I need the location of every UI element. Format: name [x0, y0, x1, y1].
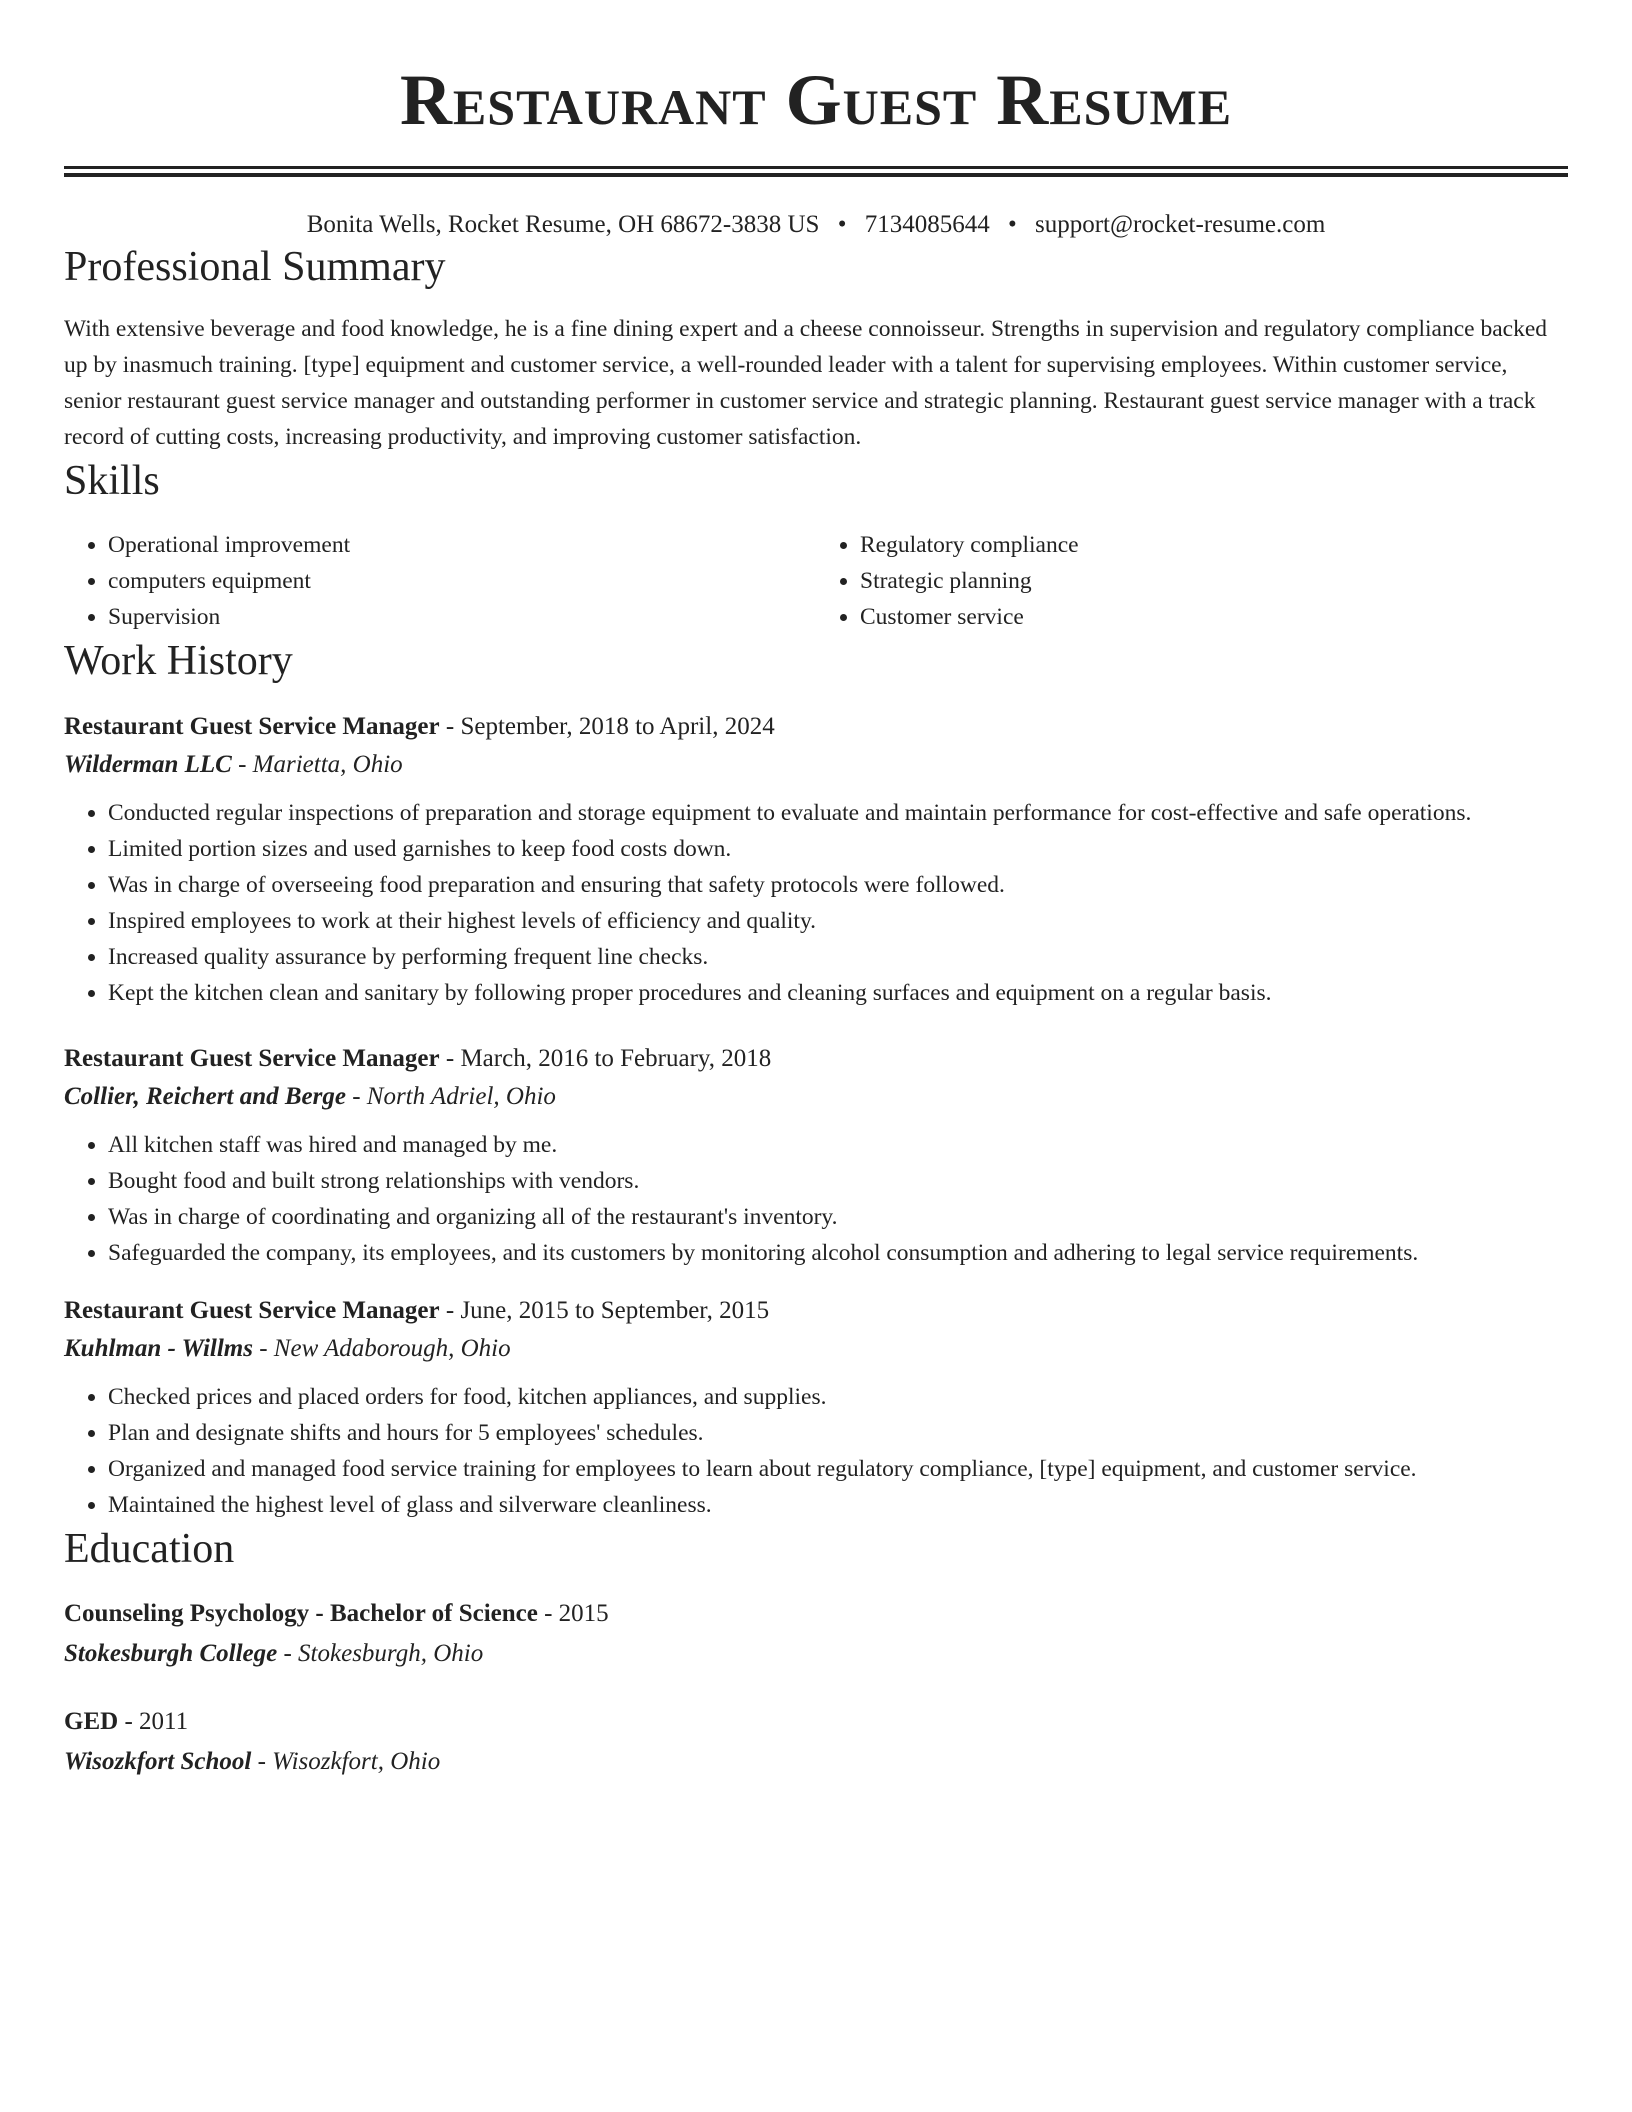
contact-separator: • [1007, 211, 1017, 238]
work-history-heading: Work History [64, 638, 293, 684]
job-bullet: • Kept the kitchen clean and sanitary by following proper procedures and cleaning surfaces and equipment on a regular basis. [108, 975, 1568, 1011]
job-title: Restaurant Guest Service Manager [64, 1045, 440, 1072]
skill-item: • computers equipment [108, 563, 816, 599]
education-title-line [64, 1595, 1568, 1633]
skill-item: • Strategic planning [860, 563, 1568, 599]
job-bullets [64, 795, 1568, 1011]
job-bullet: • Plan and designate shifts and hours for 5 employees' schedules. [108, 1415, 1568, 1451]
job-bullet: • Bought food and built strong relationships with vendors. [108, 1163, 1568, 1199]
education-school: Wisozkfort School [64, 1748, 252, 1775]
education-heading: Education [64, 1526, 235, 1572]
job-bullet: • Was in charge of overseeing food preparation and ensuring that safety protocols were followed. [108, 867, 1568, 903]
job-bullet: • Conducted regular inspections of preparation and storage equipment to evaluate and maintain performance for cost-effective and safe operations. [108, 795, 1568, 831]
contact-email: support@rocket-resume.com [1035, 211, 1326, 238]
education-degree: Counseling Psychology - Bachelor of Science [64, 1600, 538, 1627]
education-location: - Stokesburgh, Ohio [277, 1640, 484, 1667]
education-school-line [64, 1741, 1568, 1783]
job-dates: - September, 2018 to April, 2024 [439, 713, 775, 740]
job-location: - Marietta, Ohio [231, 751, 403, 778]
job-location: - North Adriel, Ohio [345, 1083, 556, 1110]
resume-title: Restaurant Guest Resume [399, 60, 1233, 140]
title-divider [64, 166, 1568, 169]
job-entry [64, 1041, 1568, 1271]
job-bullets [64, 1379, 1568, 1523]
job-bullet: • Organized and managed food service training for employees to learn about regulatory compliance, [type] equipment, and customer service. [108, 1451, 1568, 1487]
skills-column-left [64, 527, 816, 635]
job-company: Wilderman LLC [64, 751, 232, 778]
job-bullet: • Was in charge of coordinating and organizing all of the restaurant's inventory. [108, 1199, 1568, 1235]
job-title-line [64, 709, 1568, 745]
job-bullets [64, 1127, 1568, 1271]
contact-line [64, 209, 1568, 241]
job-bullet: • Safeguarded the company, its employees, and its customers by monitoring alcohol consumption and adhering to legal service requirements. [108, 1235, 1568, 1271]
job-company-line [64, 1329, 1568, 1369]
education-location: - Wisozkfort, Ohio [251, 1748, 441, 1775]
job-bullet: • Increased quality assurance by performing frequent line checks. [108, 939, 1568, 975]
job-company-line [64, 1077, 1568, 1117]
job-title: Restaurant Guest Service Manager [64, 713, 440, 740]
education-title-line [64, 1703, 1568, 1741]
skill-item: • Customer service [860, 599, 1568, 635]
contact-separator: • [837, 211, 847, 238]
education-school: Stokesburgh College [64, 1640, 278, 1667]
education-entry [64, 1703, 1568, 1783]
job-entry [64, 1293, 1568, 1523]
summary-text: With extensive beverage and food knowledge, he is a fine dining expert and a cheese connoisseur. Strengths in supervision and regulatory compliance backed up by inasmuch training. [type] equipment and customer service, a well-rounded leader with a talent for supervising employees. Within customer service, senior restaurant guest service manager and outstanding performer in customer service and strategic planning. Restaurant guest service manager with a track record of cutting costs, increasing productivity, and improving customer satisfaction. [64, 316, 1548, 450]
job-dates: - June, 2015 to September, 2015 [439, 1297, 770, 1324]
skill-item: • Regulatory compliance [860, 527, 1568, 563]
education-year: - 2015 [537, 1600, 609, 1627]
contact-phone: 7134085644 [864, 211, 990, 238]
skills-list [64, 527, 1568, 635]
skill-item: • Supervision [108, 599, 816, 635]
job-entry [64, 709, 1568, 1011]
job-title-line [64, 1293, 1568, 1329]
skills-column-right [816, 527, 1568, 635]
job-company: Kuhlman - Willms [64, 1335, 253, 1362]
job-title: Restaurant Guest Service Manager [64, 1297, 440, 1324]
job-dates: - March, 2016 to February, 2018 [439, 1045, 772, 1072]
summary-heading: Professional Summary [64, 244, 446, 290]
job-bullet: • Maintained the highest level of glass and silverware cleanliness. [108, 1487, 1568, 1523]
job-bullet: • Checked prices and placed orders for food, kitchen appliances, and supplies. [108, 1379, 1568, 1415]
job-bullet: • Limited portion sizes and used garnishes to keep food costs down. [108, 831, 1568, 867]
job-bullet: • All kitchen staff was hired and managed by me. [108, 1127, 1568, 1163]
education-school-line [64, 1633, 1568, 1675]
job-location: - New Adaborough, Ohio [252, 1335, 511, 1362]
job-company-line [64, 745, 1568, 785]
contact-address: Bonita Wells, Rocket Resume, OH 68672-3838 US [306, 211, 820, 238]
skill-item: • Operational improvement [108, 527, 816, 563]
job-title-line [64, 1041, 1568, 1077]
skills-heading: Skills [64, 458, 160, 504]
job-company: Collier, Reichert and Berge [64, 1083, 346, 1110]
education-entry [64, 1595, 1568, 1675]
education-year: - 2011 [118, 1708, 189, 1735]
job-bullet: • Inspired employees to work at their highest levels of efficiency and quality. [108, 903, 1568, 939]
education-degree: GED [64, 1708, 119, 1735]
